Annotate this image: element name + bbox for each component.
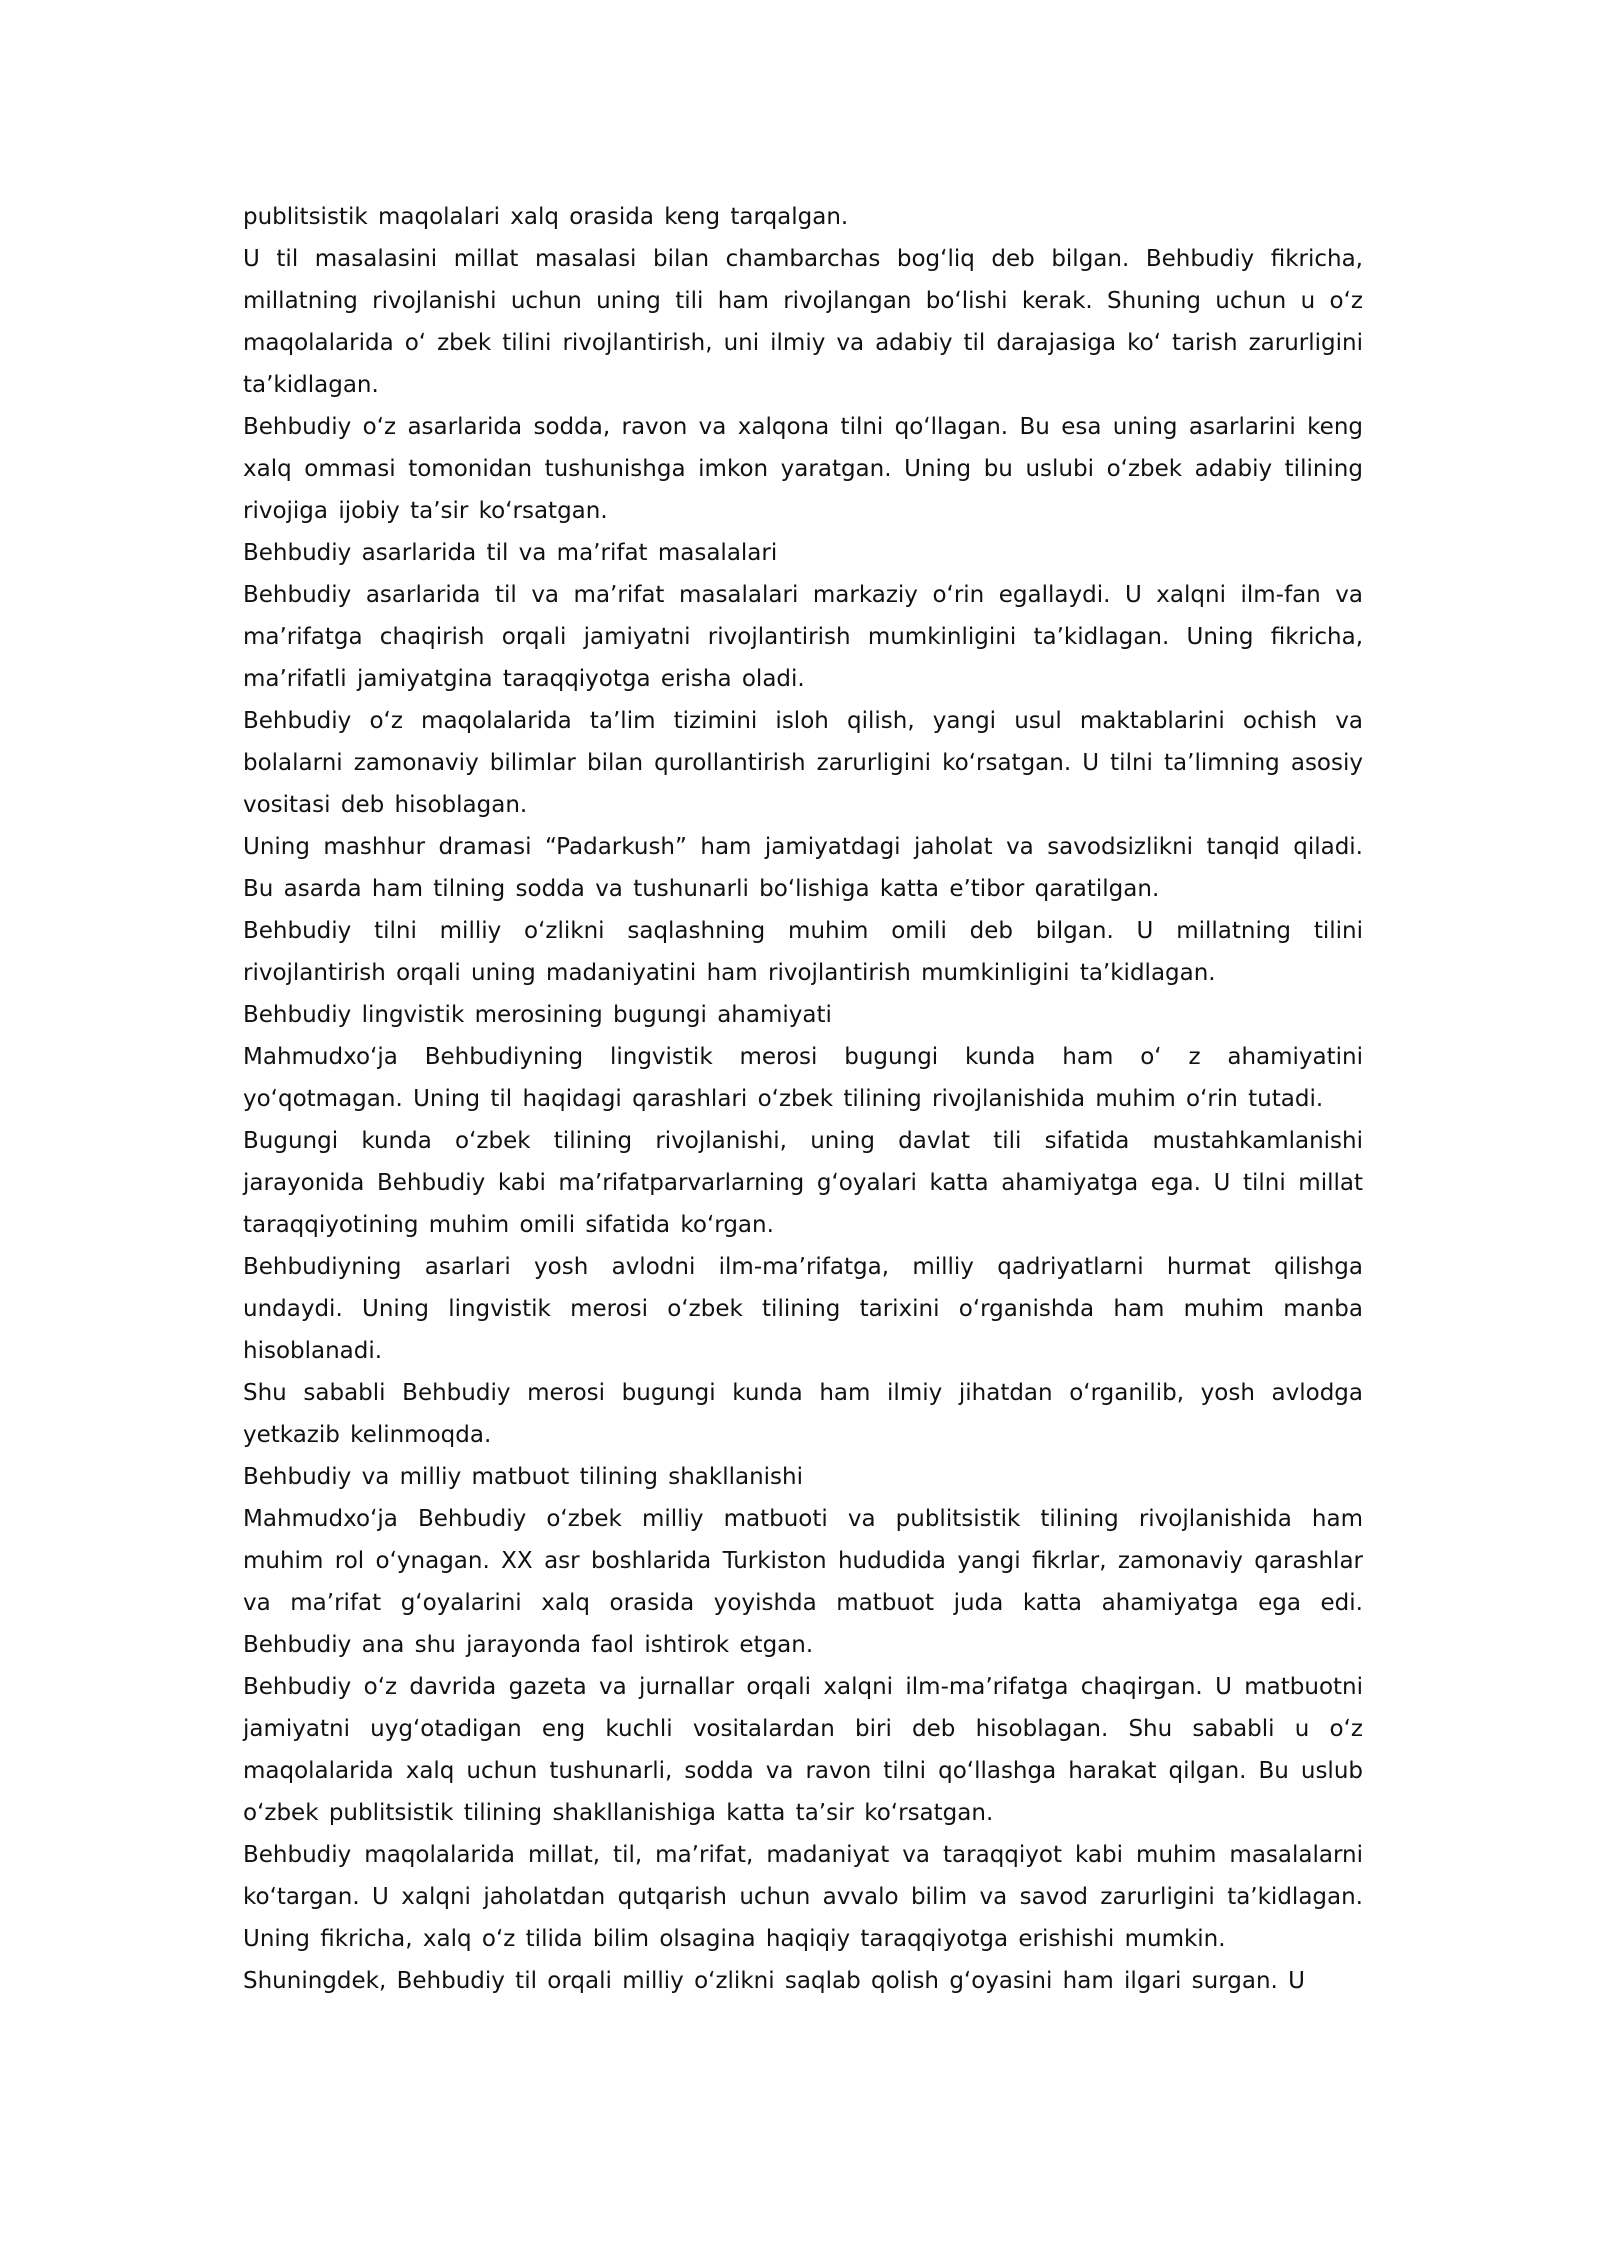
paragraph: Behbudiy tilni milliy oʻzlikni saqlashning muhim omili deb bilgan. U millatning tilini rivojlantirish orqali uning madaniyatini ham rivojlantirish mumkinligini taʼkidlagan. bbox=[243, 918, 1363, 986]
paragraph: Behbudiy maqolalarida millat, til, maʼrifat, madaniyat va taraqqiyot kabi muhim masalalarni koʻtargan. U xalqni jaholatdan qutqarish uchun avvalo bilim va savod zarurligini taʼkidlagan. Uning fikricha, xalq oʻz tilida bilim olsagina haqiqiy taraqqiyotga erishishi mumkin. bbox=[243, 1842, 1363, 1952]
paragraph: Mahmudxoʻja Behbudiy oʻzbek milliy matbuoti va publitsistik tilining rivojlanishida ham muhim rol oʻynagan. XX asr boshlarida Turkiston hududida yangi fikrlar, zamonaviy qarashlar va maʼrifat gʻoyalarini xalq orasida yoyishda matbuot juda katta ahamiyatga ega edi. Behbudiy ana shu jarayonda faol ishtirok etgan. bbox=[243, 1506, 1363, 1658]
paragraph: U til masalasini millat masalasi bilan chambarchas bogʻliq deb bilgan. Behbudiy fikricha, millatning rivojlanishi uchun uning tili ham rivojlangan boʻlishi kerak. Shuning uchun u oʻz maqolalarida oʻ zbek tilini rivojlantirish, uni ilmiy va adabiy til darajasiga koʻ tarish zarurligini taʼkidlagan. bbox=[243, 246, 1363, 398]
paragraph: Uning mashhur dramasi “Padarkush” ham jamiyatdagi jaholat va savodsizlikni tanqid qiladi. Bu asarda ham tilning sodda va tushunarli boʻlishiga katta eʼtibor qaratilgan. bbox=[243, 834, 1363, 902]
paragraph: Behbudiy oʻz maqolalarida taʼlim tizimini isloh qilish, yangi usul maktablarini ochish va bolalarni zamonaviy bilimlar bilan qurollantirish zarurligini koʻrsatgan. U tilni taʼlimning asosiy vositasi deb hisoblagan. bbox=[243, 708, 1363, 818]
paragraph: publitsistik maqolalari xalq orasida keng tarqalgan. bbox=[243, 204, 849, 230]
section-heading: Behbudiy asarlarida til va maʼrifat masalalari bbox=[243, 540, 778, 566]
document-body bbox=[243, 196, 1363, 2002]
paragraph: Mahmudxoʻja Behbudiyning lingvistik merosi bugungi kunda ham oʻ z ahamiyatini yoʻqotmagan. Uning til haqidagi qarashlari oʻzbek tilining rivojlanishida muhim oʻrin tutadi. bbox=[243, 1044, 1363, 1112]
paragraph: Bugungi kunda oʻzbek tilining rivojlanishi, uning davlat tili sifatida mustahkamlanishi jarayonida Behbudiy kabi maʼrifatparvarlarning gʻoyalari katta ahamiyatga ega. U tilni millat taraqqiyotining muhim omili sifatida koʻrgan. bbox=[243, 1128, 1363, 1238]
paragraph: Behbudiyning asarlari yosh avlodni ilm-maʼrifatga, milliy qadriyatlarni hurmat qilishga undaydi. Uning lingvistik merosi oʻzbek tilining tarixini oʻrganishda ham muhim manba hisoblanadi. bbox=[243, 1254, 1363, 1364]
paragraph: Shuningdek, Behbudiy til orqali milliy oʻzlikni saqlab qolish gʻoyasini ham ilgari surgan. U bbox=[243, 1968, 1306, 1994]
paragraph: Behbudiy oʻz asarlarida sodda, ravon va xalqona tilni qoʻllagan. Bu esa uning asarlarini keng xalq ommasi tomonidan tushunishga imkon yaratgan. Uning bu uslubi oʻzbek adabiy tilining rivojiga ijobiy taʼsir koʻrsatgan. bbox=[243, 414, 1363, 524]
paragraph: Behbudiy oʻz davrida gazeta va jurnallar orqali xalqni ilm-maʼrifatga chaqirgan. U matbuotni jamiyatni uygʻotadigan eng kuchli vositalardan biri deb hisoblagan. Shu sababli u oʻz maqolalarida xalq uchun tushunarli, sodda va ravon tilni qoʻllashga harakat qilgan. Bu uslub oʻzbek publitsistik tilining shakllanishiga katta taʼsir koʻrsatgan. bbox=[243, 1674, 1363, 1826]
section-heading: Behbudiy va milliy matbuot tilining shakllanishi bbox=[243, 1464, 804, 1490]
paragraph: Shu sababli Behbudiy merosi bugungi kunda ham ilmiy jihatdan oʻrganilib, yosh avlodga yetkazib kelinmoqda. bbox=[243, 1380, 1363, 1448]
paragraph: Behbudiy asarlarida til va maʼrifat masalalari markaziy oʻrin egallaydi. U xalqni ilm-fan va maʼrifatga chaqirish orqali jamiyatni rivojlantirish mumkinligini taʼkidlagan. Uning fikricha, maʼrifatli jamiyatgina taraqqiyotga erisha oladi. bbox=[243, 582, 1363, 692]
section-heading: Behbudiy lingvistik merosining bugungi ahamiyati bbox=[243, 1002, 832, 1028]
